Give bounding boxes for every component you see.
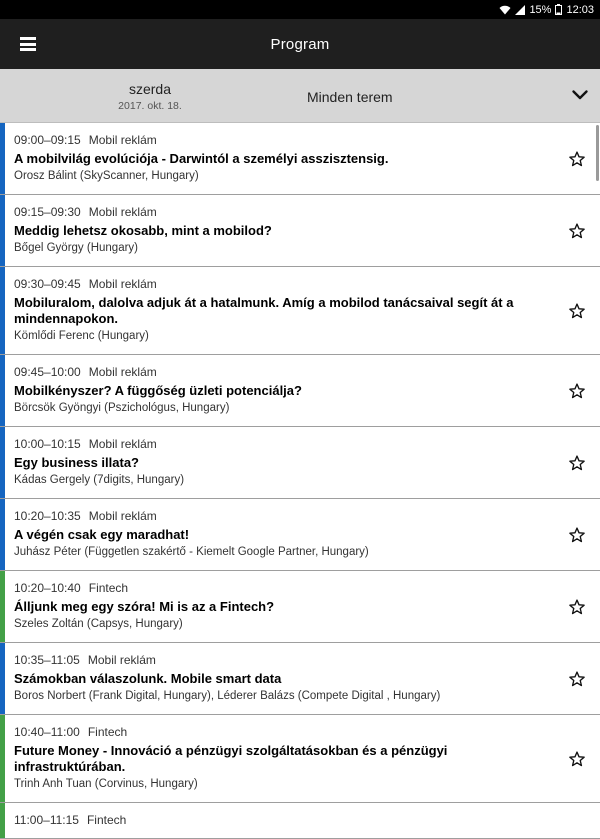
session-row[interactable] [0,267,600,355]
session-row[interactable] [0,427,600,499]
session-meta [14,813,550,828]
page-title: Program [270,35,330,53]
session-title: Mobilkényszer? A függőség üzleti potenciálja? [14,383,302,398]
session-row[interactable] [0,499,600,571]
session-meta [14,725,550,740]
session-meta [14,509,550,524]
clock: 12:03 [566,3,594,16]
star-icon[interactable] [568,526,586,544]
session-meta [14,653,550,668]
day-name: szerda [128,81,172,97]
session-row[interactable] [0,195,600,267]
session-track: Mobil reklám [88,277,157,291]
battery-icon [555,4,562,15]
session-track: Fintech [88,581,129,595]
session-row[interactable] [0,643,600,715]
session-row[interactable] [0,803,600,839]
track-color-stripe [0,499,5,570]
session-time: 10:35–11:05 [14,653,80,667]
menu-icon[interactable] [20,37,36,51]
session-track: Mobil reklám [87,653,156,667]
session-time: 10:20–10:35 [14,509,81,523]
track-color-stripe [0,123,5,194]
filter-bar [0,69,600,123]
track-color-stripe [0,643,5,714]
room-dropdown-label: Minden terem [307,89,393,105]
track-color-stripe [0,803,5,838]
star-icon[interactable] [568,302,586,320]
star-icon[interactable] [568,750,586,768]
session-title: Mobiluralom, dalolva adjuk át a hatalmunk. Amíg a mobilod tanácsaival segít át a mindennapokon. [14,295,514,326]
session-meta [14,581,550,596]
track-color-stripe [0,195,5,266]
star-icon[interactable] [568,382,586,400]
session-speaker: Kömlődi Ferenc (Hungary) [14,330,149,342]
session-time: 10:00–10:15 [14,437,81,451]
session-speaker: Orosz Bálint (SkyScanner, Hungary) [14,170,199,182]
session-time: 09:00–09:15 [14,133,81,147]
session-meta [14,277,550,292]
battery-percent: 15% [529,3,552,16]
session-track: Mobil reklám [88,133,157,147]
session-speaker: Trinh Anh Tuan (Corvinus, Hungary) [14,778,198,790]
session-speaker: Kádas Gergely (7digits, Hungary) [14,474,185,486]
chevron-down-icon [572,90,588,100]
session-title: Számokban válaszolunk. Mobile smart data [14,671,282,686]
session-row[interactable] [0,123,600,195]
session-title: Egy business illata? [14,455,139,470]
day-date: 2017. okt. 18. [118,100,182,112]
session-row[interactable] [0,715,600,803]
signal-icon [515,5,525,15]
session-track: Mobil reklám [88,365,157,379]
star-icon[interactable] [568,670,586,688]
session-time: 09:30–09:45 [14,277,81,291]
session-track: Mobil reklám [88,509,157,523]
session-time: 09:15–09:30 [14,205,81,219]
session-track: Mobil reklám [88,437,157,451]
track-color-stripe [0,427,5,498]
session-speaker: Bőgel György (Hungary) [14,242,138,254]
session-time: 10:40–11:00 [14,725,80,739]
session-meta [14,205,550,220]
day-selector[interactable] [90,81,210,112]
scrollbar-thumb[interactable] [596,125,599,181]
track-color-stripe [0,267,5,354]
session-row[interactable] [0,571,600,643]
star-icon[interactable] [568,598,586,616]
session-track: Mobil reklám [88,205,157,219]
star-icon[interactable] [568,150,586,168]
session-row[interactable] [0,355,600,427]
track-color-stripe [0,571,5,642]
session-list[interactable] [0,123,600,827]
session-track: Fintech [87,725,128,739]
session-title: Future Money - Innováció a pénzügyi szolgáltatásokban és a pénzügyi infrastruktúrában. [14,743,448,774]
session-title: Meddig lehetsz okosabb, mint a mobilod? [14,223,272,238]
session-title: Álljunk meg egy szóra! Mi is az a Fintech? [14,599,275,614]
session-meta [14,365,550,380]
session-speaker: Börcsök Gyöngyi (Pszichológus, Hungary) [14,402,230,414]
session-time: 10:20–10:40 [14,581,81,595]
session-time: 09:45–10:00 [14,365,81,379]
track-color-stripe [0,715,5,802]
session-speaker: Boros Norbert (Frank Digital, Hungary), Léderer Balázs (Compete Digital , Hungary) [14,690,441,702]
session-speaker: Juhász Péter (Független szakértő - Kiemelt Google Partner, Hungary) [14,546,369,558]
session-time: 11:00–11:15 [14,813,79,827]
track-color-stripe [0,355,5,426]
star-icon[interactable] [568,454,586,472]
wifi-icon [499,5,511,15]
session-title: A végén csak egy maradhat! [14,527,190,542]
session-meta [14,133,550,148]
session-track: Fintech [86,813,127,827]
app-bar [0,19,600,69]
session-meta [14,437,550,452]
session-speaker: Szeles Zoltán (Capsys, Hungary) [14,618,183,630]
room-dropdown[interactable] [300,69,600,123]
session-title: A mobilvilág evolúciója - Darwintól a személyi asszisztensig. [14,151,389,166]
status-bar [0,0,600,19]
star-icon[interactable] [568,222,586,240]
